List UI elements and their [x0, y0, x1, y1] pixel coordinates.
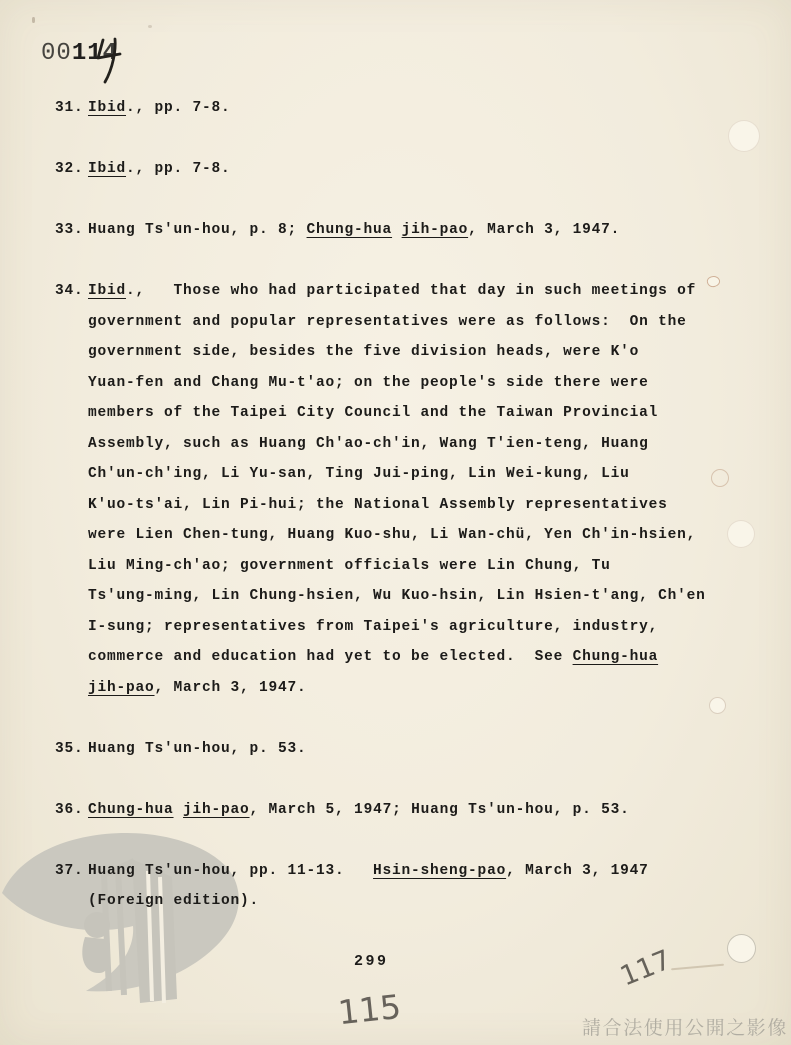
text-segment: (Foreign edition). [88, 893, 260, 909]
text-segment: members of the Taipei City Council and the Taiwan Provincial [88, 405, 659, 421]
footnote-line [88, 276, 791, 307]
footnote-line [88, 673, 791, 704]
underlined-title: Ibid [88, 283, 127, 299]
footnote-number: 31. [55, 100, 84, 116]
underlined-title: jih-pao [183, 801, 250, 818]
text-segment: Yuan-fen and Chang Mu-t'ao; on the people's side there were [88, 374, 649, 391]
footnote-line [88, 734, 791, 765]
underlined-title: jih-pao [88, 679, 155, 696]
text-segment: Liu Ming-ch'ao; government officials were Lin Chung, Tu [88, 557, 611, 574]
footnote-line [88, 856, 791, 887]
text-segment [392, 222, 402, 238]
footnote-line [88, 795, 791, 826]
footnote-number: 33. [55, 222, 84, 238]
copyright-watermark-text: 請合法使用公開之影像 [582, 1017, 789, 1039]
archive-stamp-number [41, 40, 118, 67]
footnote [0, 795, 791, 826]
underlined-title: Chung-hua [572, 649, 659, 665]
footnote-number: 36. [55, 801, 84, 818]
footnote-line [88, 398, 791, 429]
text-segment: , March 3, 1947. [154, 679, 307, 696]
footnote [0, 856, 791, 917]
text-segment: government side, besides the five division heads, were K'o [88, 344, 640, 360]
text-segment: ., pp. 7-8. [126, 161, 231, 177]
text-segment: Ch'un-ch'ing, Li Yu-san, Ting Jui-ping, Lin Wei-kung, Liu [88, 466, 630, 482]
text-segment: , March 3, 1947 [506, 862, 649, 879]
paper-blemish [148, 25, 152, 28]
text-segment: government and popular representatives were as follows: On the [88, 313, 687, 330]
footnote-line [88, 520, 791, 551]
footnote-line [88, 307, 791, 338]
handwritten-page-number-117: 117 [616, 944, 676, 993]
footnote-line [88, 642, 791, 673]
footnote [0, 276, 791, 703]
text-segment [174, 802, 184, 818]
stamp-digits-light: 00 [41, 40, 72, 67]
footnote-line [88, 581, 791, 612]
text-segment: Huang Ts'un-hou, p. 8; [88, 222, 307, 238]
text-segment: commerce and education had yet to be elected. See [88, 649, 573, 665]
stamp-last-digit: 4 [102, 40, 119, 67]
stamp-digits-bold: 11 [71, 40, 103, 67]
text-segment: Huang Ts'un-hou, pp. 11-13. [88, 862, 374, 879]
footnote-number: 37. [55, 862, 84, 879]
footnote-line [88, 337, 791, 368]
footnote-line [88, 368, 791, 399]
text-segment: , March 3, 1947. [468, 222, 621, 238]
text-segment: Ts'ung-ming, Lin Chung-hsien, Wu Kuo-hsin, Lin Hsien-t'ang, Ch'en [88, 588, 706, 604]
text-segment: I-sung; representatives from Taipei's agriculture, industry, [88, 618, 659, 635]
footnote-number: 35. [55, 740, 84, 757]
handwritten-overstrike-icon [94, 36, 128, 90]
footnote-line [88, 429, 791, 460]
underlined-title: Hsin-sheng-pao [373, 862, 507, 879]
footnote-line [88, 459, 791, 490]
footnote-line [88, 551, 791, 582]
footnote [0, 215, 791, 246]
handwritten-page-number-115: 115 [336, 986, 403, 1033]
footnote-line [88, 612, 791, 643]
footnote-number: 32. [55, 161, 84, 177]
underlined-title: Ibid [88, 161, 127, 177]
text-segment: Assembly, such as Huang Ch'ao-ch'in, Wang T'ien-teng, Huang [88, 435, 649, 452]
underlined-title: Chung-hua [88, 801, 174, 818]
text-segment: ., Those who had participated that day in such meetings of [126, 283, 697, 299]
underlined-title: Ibid [88, 100, 127, 116]
text-segment: ., pp. 7-8. [126, 100, 231, 116]
footnote [0, 734, 791, 765]
footnote [0, 93, 791, 124]
footnote-line [88, 154, 791, 185]
text-segment: were Lien Chen-tung, Huang Kuo-shu, Li Wan-chü, Yen Ch'in-hsien, [88, 527, 697, 543]
endnotes-list [0, 93, 791, 947]
underlined-title: Chung-hua [306, 222, 393, 238]
underlined-title: jih-pao [401, 222, 469, 238]
text-segment: , March 5, 1947; Huang Ts'un-hou, p. 53. [249, 801, 630, 818]
paper-blemish [32, 17, 35, 23]
footnote-number: 34. [55, 283, 84, 299]
text-segment: K'uo-ts'ai, Lin Pi-hui; the National Assembly representatives [88, 496, 668, 513]
footnote-line [88, 490, 791, 521]
footnote-line [88, 93, 791, 124]
scratch-mark [671, 964, 724, 971]
footnote-line [88, 215, 791, 246]
footnote [0, 154, 791, 185]
text-segment: Huang Ts'un-hou, p. 53. [88, 740, 307, 757]
footnote-line [88, 886, 791, 917]
page-number: 299 [354, 953, 389, 970]
